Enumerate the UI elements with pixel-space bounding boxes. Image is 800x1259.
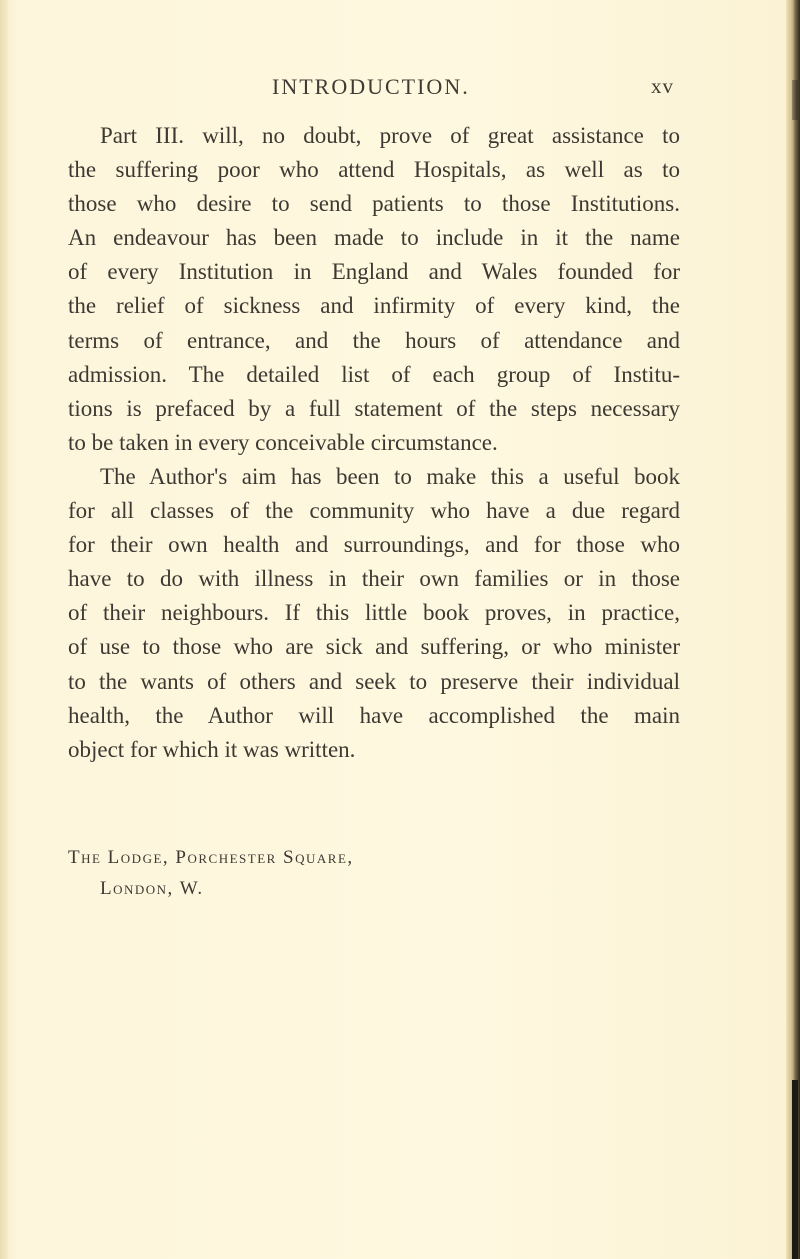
text-line: Part III. will, no doubt, prove of great assistance to (100, 123, 680, 148)
text-line: to be taken in every conceivable circumstance. (68, 429, 498, 455)
text-line: An endeavour has been made to include in it the name (68, 225, 680, 251)
text-line: of every Institution in England and Wales founded for (68, 259, 680, 285)
text-line: object for which it was written. (68, 736, 356, 762)
text-line: of their neighbours. If this little book proves, in practice, (68, 600, 680, 626)
text-line: The Author's aim has been to make this a useful book (100, 463, 680, 489)
address-line: The Lodge, Porchester Square, (68, 847, 354, 868)
edge-shadow-mark (792, 1080, 798, 1259)
running-head (0, 74, 800, 102)
text-line: the relief of sickness and infirmity of every kind, the (68, 293, 680, 319)
text-line: to the wants of others and seek to preserve their individual (68, 668, 680, 694)
text-line: terms of entrance, and the hours of attendance and (68, 327, 680, 353)
text-line: health, the Author will have accomplished the main (68, 702, 680, 728)
running-title: INTRODUCTION. (272, 74, 470, 99)
text-line: for their own health and surroundings, and for those who (68, 532, 680, 558)
address-line: London, W. (100, 878, 204, 899)
text-line: the suffering poor who attend Hospitals, as well as to (68, 157, 680, 183)
text-line: admission. The detailed list of each group of Institu- (68, 361, 680, 387)
text-line: have to do with illness in their own families or in those (68, 566, 680, 592)
page-gutter-edge (0, 0, 8, 1259)
text-line: of use to those who are sick and suffering, or who minister (68, 634, 680, 660)
text-line: for all classes of the community who have a due regard (68, 498, 680, 524)
body-text (68, 119, 680, 767)
address-signature (68, 842, 354, 904)
text-line: tions is prefaced by a full statement of the steps necessary (68, 395, 680, 421)
page-number: xv (651, 74, 674, 98)
page-fore-edge (786, 0, 800, 1259)
text-line: those who desire to send patients to those Institutions. (68, 191, 680, 217)
